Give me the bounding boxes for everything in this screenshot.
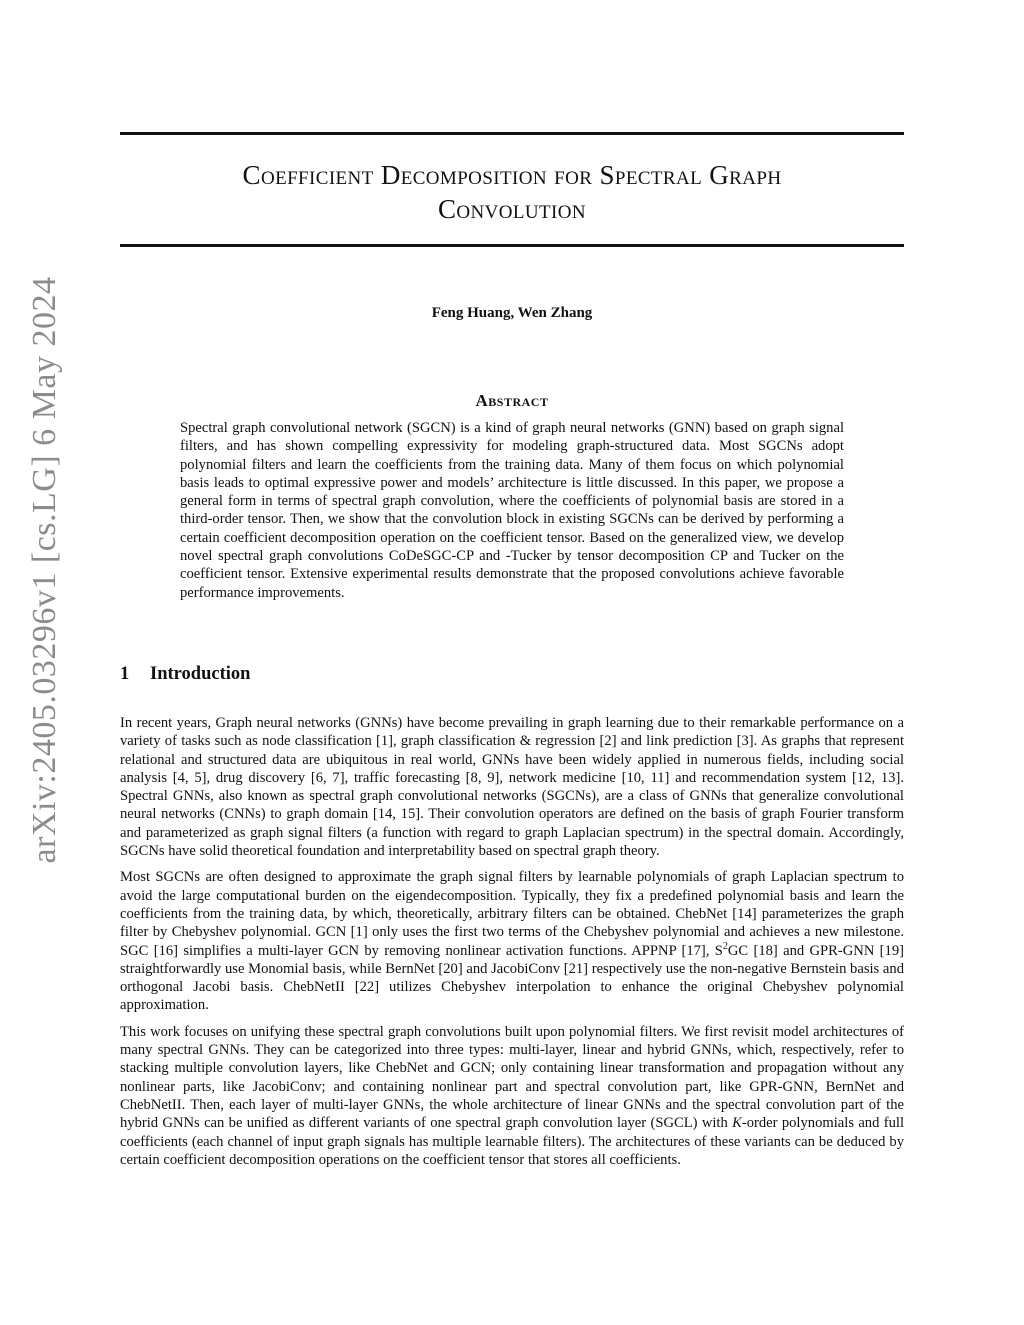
section-number: 1 — [120, 664, 130, 684]
title-line-1: Coefficient Decomposition for Spectral Graph — [242, 160, 782, 190]
math-k: K — [732, 1115, 742, 1132]
superscript-2: 2 — [722, 940, 728, 952]
section-title: Introduction — [150, 664, 251, 684]
title-rule-top — [120, 132, 904, 135]
abstract-body: Spectral graph convolutional network (SGCN) is a kind of graph neural networks (GNN) based on graph signal filters, and has shown compelling expressivity for modeling graph-structured data. Most SGCNs adopt polynomial filters and learn the coefficients from the training data. Many of them focus on which polynomial basis leads to optimal expressive power and models’ architecture is little discussed. In this paper, we propose a general form in terms of spectral graph convolution, where the coefficients of polynomial basis are stored in a third-order tensor. Then, we show that the convolution block in existing SGCNs can be derived by performing a certain coefficient decomposition operation on the coefficient tensor. Based on the generalized view, we develop novel spectral graph convolutions CoDeSGC-CP and -Tucker by tensor decomposition CP and Tucker on the coefficient tensor. Extensive experimental results demonstrate that the proposed convolutions achieve favorable performance improvements. — [180, 420, 844, 601]
paragraph-1: In recent years, Graph neural networks (GNNs) have become prevailing in graph learning due to their remarkable performance on a variety of tasks such as node classification [1], graph classification & regression [2] and link prediction [3]. As graphs that represent relational and structured data are ubiquitous in real world, GNNs have been widely applied in numerous fields, including social analysis [4, 5], drug discovery [6, 7], traffic forecasting [8, 9], network medicine [10, 11] and recommendation system [12, 13]. Spectral GNNs, also known as spectral graph convolutional networks (SGCNs), are a class of GNNs that generalize convolutional neural networks (CNNs) to graph domain [14, 15]. Their convolution operators are defined on the basis of graph Fourier transform and parameterized as graph signal filters (a function with regard to graph Laplacian spectrum) in the spectral domain. Accordingly, SGCNs have solid theoretical foundation and interpretability based on spectral graph theory. — [120, 715, 904, 860]
paragraph-2 — [120, 868, 904, 1014]
paragraph-2-part-b: GC [18] and GPR-GNN [19] straightforwardly use Monomial basis, while BernNet [20] and JacobiConv [21] respectively use the non-negative Bernstein basis and orthogonal Jacobi basis. ChebNetII [22] utilizes Chebyshev interpolation to enhance the original Chebyshev polynomial approximation. — [120, 942, 904, 1014]
paragraph-2-part-a: Most SGCNs are often designed to approximate the graph signal filters by learnable polynomials of graph Laplacian spectrum to avoid the large computational burden on the eigendecomposition. Typically, they fix a predefined polynomial basis and learn the coefficients from the training data, by which, theoretically, arbitrary filters can be obtained. ChebNet [14] parameterizes the graph filter by Chebyshev polynomial. GCN [1] only uses the first two terms of the Chebyshev polynomial and achieves a new milestone. SGC [16] simplifies a multi-layer GCN by removing nonlinear activation functions. APPNP [17], S — [120, 869, 904, 959]
author-list: Feng Huang, Wen Zhang — [431, 305, 593, 321]
paragraph-3 — [120, 1023, 904, 1169]
title-line-2: Convolution — [438, 194, 586, 224]
section-body — [120, 714, 904, 1177]
abstract-heading: Abstract — [475, 391, 549, 410]
paper-title — [120, 158, 904, 226]
title-rule-bottom — [120, 244, 904, 247]
paragraph-3-part-a: This work focuses on unifying these spectral graph convolutions built upon polynomial filters. We first revisit model architectures of many spectral GNNs. They can be categorized into three types: multi-layer, linear and hybrid GNNs, which, respectively, refer to stacking multiple convolution layers, like ChebNet and GCN; only containing linear transformation and propagation without any nonlinear parts, like JacobiConv; and containing nonlinear part and spectral convolution part, like GPR-GNN, BernNet and ChebNetII. Then, each layer of multi-layer GNNs, the whole architecture of linear GNNs and the spectral convolution part of the hybrid GNNs can be unified as different variants of one spectral graph convolution layer (SGCL) with — [120, 1023, 904, 1132]
section-heading — [120, 664, 250, 685]
paragraph-3-part-b: -order polynomials and full coefficients (each channel of input graph signals has multiple learnable filters). The architectures of these variants can be deduced by certain coefficient decomposition operations on the coefficient tensor that stores all coefficients. — [120, 1115, 905, 1168]
arxiv-sidebar-stamp — [10, 276, 63, 864]
arxiv-identifier: arXiv:2405.03296v1 [cs.LG] 6 May 2024 — [26, 276, 63, 864]
